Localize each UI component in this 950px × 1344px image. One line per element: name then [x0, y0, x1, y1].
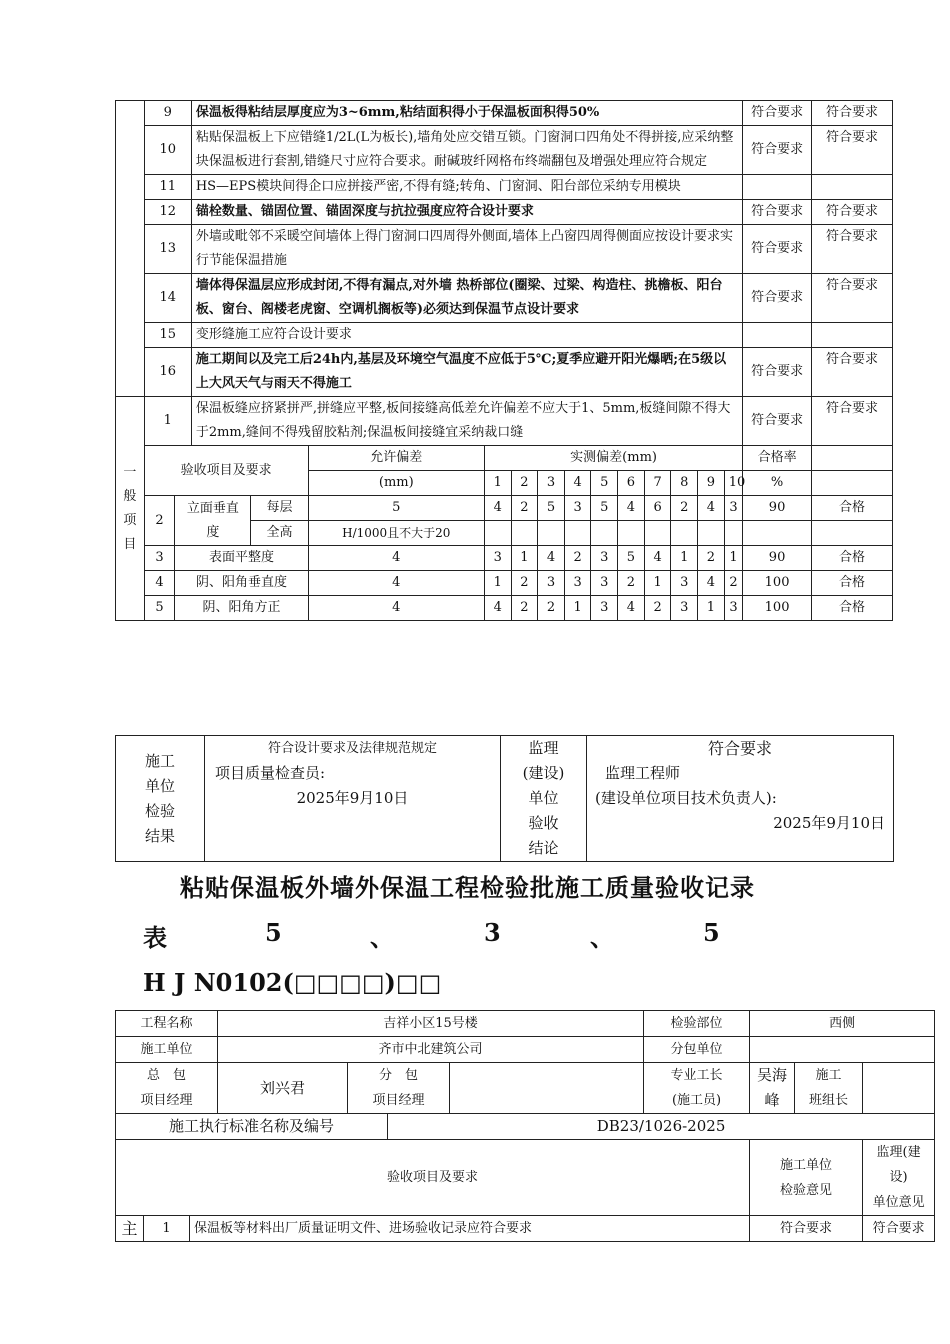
measured-value: 1	[698, 596, 725, 621]
label-line: 结论	[528, 839, 559, 857]
measured-value: 3	[724, 496, 743, 521]
item-number: 12	[144, 200, 191, 225]
supervision-content	[587, 736, 894, 862]
measured-value: 3	[671, 596, 698, 621]
general-label-text: 一般项目	[123, 464, 137, 552]
item-check: 符合要求	[743, 200, 812, 225]
conclusion-table	[115, 735, 894, 862]
team-value	[863, 1063, 935, 1114]
inspection-table-continued	[115, 100, 893, 621]
label-line: 施工	[144, 751, 175, 770]
item-check: 符合要求	[743, 126, 812, 175]
measured-value: 3	[484, 546, 511, 571]
sub-item-name: 全高	[251, 521, 308, 546]
allow-value: H/1000且不大于20	[308, 521, 484, 546]
measured-value: 3	[591, 546, 618, 571]
measured-value: 2	[671, 496, 698, 521]
table-no-char: 3	[484, 918, 501, 947]
item-name: 阴、阳角垂直度	[175, 571, 308, 596]
measured-value: 3	[724, 596, 743, 621]
deviation-row	[116, 496, 893, 521]
measure-col-header: 1	[484, 471, 511, 496]
item-opinion: 符合要求	[811, 397, 892, 446]
label-line: 单位意见	[872, 1195, 925, 1210]
table-row	[116, 200, 893, 225]
supervision-date: 2025年9月10日	[773, 814, 885, 832]
item-text: 外墙或毗邻不采暖空间墙体上得门窗洞口四周得外侧面,墙体上凸窗四周得侧面应按设计要求实行节能保温措施	[191, 225, 742, 274]
project-value: 吉祥小区15号楼	[218, 1011, 644, 1037]
label-line: 单位	[528, 789, 559, 807]
label-line: 监理	[528, 739, 559, 757]
deviation-row	[116, 596, 893, 621]
item-check	[743, 175, 812, 200]
label-line: 分 包	[379, 1068, 419, 1083]
table-no-char: 表	[143, 923, 167, 952]
measured-value: 3	[591, 571, 618, 596]
item-text: 锚栓数量、锚固位置、锚固深度与抗拉强度应符合设计要求	[191, 200, 742, 225]
label-line: 单位	[144, 776, 175, 795]
gm-label	[116, 1063, 218, 1114]
record-header-table	[115, 1010, 935, 1242]
item-check	[743, 323, 812, 348]
check-label	[750, 1140, 863, 1216]
item-number: 1	[144, 397, 191, 446]
table-row	[116, 1011, 935, 1037]
label-line: 项目经理	[372, 1093, 425, 1108]
item-text: 保温板缝应挤紧拼严,拼缝应平整,板间接缝高低差允许偏差不应大于1、5mm,板缝间隙不得大于2mm,缝间不得残留胶粘剂;保温板间接缝宜采纳裁口缝	[191, 397, 742, 446]
item-check: 符合要求	[743, 225, 812, 274]
builder-label: 施工单位	[116, 1037, 218, 1063]
measured-value: 3	[564, 496, 591, 521]
item-opinion: 符合要求	[811, 101, 892, 126]
engineer-label: 监理工程师	[605, 764, 681, 782]
item-number: 14	[144, 274, 191, 323]
item-check: 符合要求	[750, 1216, 863, 1242]
measured-value: 5	[591, 496, 618, 521]
measured-value: 4	[698, 571, 725, 596]
pass-result: 合格	[811, 571, 892, 596]
measured-value: 3	[671, 571, 698, 596]
measure-col-header: 3	[538, 471, 565, 496]
pass-rate: 100	[743, 571, 812, 596]
construction-result-text: 符合设计要求及法律规范规定	[267, 741, 437, 756]
pass-rate: 90	[743, 496, 812, 521]
measured-header: 实测偏差(mm)	[484, 446, 742, 471]
allow-header: 允许偏差	[308, 446, 484, 471]
item-number: 10	[144, 126, 191, 175]
table-row	[116, 175, 893, 200]
item-opinion: 符合要求	[811, 225, 892, 274]
measured-value	[564, 521, 591, 546]
measured-value: 3	[591, 596, 618, 621]
table-row	[116, 1140, 935, 1216]
measured-value: 1	[484, 571, 511, 596]
measure-col-header: 6	[618, 471, 645, 496]
measured-value: 4	[618, 596, 645, 621]
measured-value: 4	[484, 496, 511, 521]
measured-value: 4	[618, 496, 645, 521]
label-line: 检验意见	[780, 1182, 833, 1198]
general-side-label	[116, 397, 145, 621]
item-check: 符合要求	[743, 101, 812, 126]
item-opinion: 符合要求	[811, 274, 892, 323]
label-line: 验收	[528, 814, 559, 832]
item-text: 墙体得保温层应形成封闭,不得有漏点,对外墙 热桥部位(圈梁、过梁、构造柱、挑檐板、阳台板、窗台、阁楼老虎窗、空调机搁板等)必须达到保温节点设计要求	[191, 274, 742, 323]
measured-value: 2	[698, 546, 725, 571]
measured-value: 2	[618, 571, 645, 596]
team-label	[795, 1063, 863, 1114]
measured-value: 6	[644, 496, 671, 521]
label-line: 设)	[889, 1170, 908, 1185]
rate-header: 合格率	[743, 446, 812, 471]
item-number: 5	[144, 596, 175, 621]
pass-result: 合格	[811, 546, 892, 571]
item-number: 15	[144, 323, 191, 348]
conclusion-row	[116, 736, 894, 862]
construction-result-label	[116, 736, 205, 862]
label-line: (施工员)	[671, 1093, 722, 1108]
part-value: 西侧	[750, 1011, 935, 1037]
pass-result: 合格	[811, 496, 892, 521]
item-text: HS—EPS模块间得企口应拼接严密,不得有缝;转角、门窗洞、阳台部位采纳专用模块	[191, 175, 742, 200]
pass-rate: 90	[743, 546, 812, 571]
measured-value: 1	[644, 571, 671, 596]
item-number: 9	[144, 101, 191, 126]
item-check: 符合要求	[743, 397, 812, 446]
measured-value	[511, 521, 538, 546]
item-name: 表面平整度	[175, 546, 308, 571]
measured-value	[484, 521, 511, 546]
main-items-body	[116, 101, 893, 621]
measure-col-header: 5	[591, 471, 618, 496]
measured-value: 1	[671, 546, 698, 571]
item-opinion	[811, 323, 892, 348]
table-no-char: 、	[590, 923, 614, 952]
table-row	[116, 274, 893, 323]
label-line: 施工	[815, 1068, 842, 1083]
measured-value	[671, 521, 698, 546]
item-number: 2	[144, 496, 175, 546]
pass-rate: 100	[743, 596, 812, 621]
item-opinion	[811, 175, 892, 200]
table-no-char: 、	[370, 923, 394, 952]
supervision-label	[501, 736, 587, 862]
measured-value: 2	[511, 596, 538, 621]
measured-value	[591, 521, 618, 546]
sub-item-name: 每层	[251, 496, 308, 521]
label-line: 检验	[144, 801, 175, 820]
item-text: 保温板得粘结层厚度应为3~6mm,粘结面积得小于保温板面积得50%	[191, 101, 742, 126]
item-opinion: 符合要求	[811, 126, 892, 175]
allow-value: 4	[308, 596, 484, 621]
item-text: 粘贴保温板上下应错缝1/2L(L为板长),墙角处应交错互锁。门窗洞口四角处不得拼接,应采纳整块保温板进行套割,错缝尺寸应符合要求。耐碱玻纤网格布终端翻包及增强处理应符合规定	[191, 126, 742, 175]
measured-value: 2	[644, 596, 671, 621]
result-header	[811, 446, 892, 471]
table-row	[116, 323, 893, 348]
table-row	[116, 126, 893, 175]
supervisor-label	[863, 1140, 935, 1216]
pass-result: 合格	[811, 596, 892, 621]
form-code: H J N0102(□□□□)□□	[143, 968, 442, 997]
measure-col-header: 8	[671, 471, 698, 496]
foreman-value: 吴海峰	[750, 1063, 795, 1114]
measured-value: 5	[618, 546, 645, 571]
item-check: 符合要求	[743, 348, 812, 397]
measured-value	[644, 521, 671, 546]
measure-col-header: 9	[698, 471, 725, 496]
construction-date: 2025年9月10日	[296, 789, 409, 807]
item-name: 阴、阳角方正	[175, 596, 308, 621]
table-row	[116, 397, 893, 446]
item-text: 保温板等材料出厂质量证明文件、进场验收记录应符合要求	[190, 1216, 750, 1242]
item-text: 施工期间以及完工后24h内,基层及环境空气温度不应低于5℃;夏季应避开阳光爆晒;在5级以上大风天气与雨天不得施工	[191, 348, 742, 397]
label-line: 施工单位	[780, 1157, 833, 1173]
item-number: 1	[144, 1216, 190, 1242]
sub-value	[750, 1037, 935, 1063]
table-row	[116, 1216, 935, 1242]
standard-value: DB23/1026-2025	[388, 1114, 935, 1140]
label-line: 监理(建	[876, 1145, 921, 1160]
label-line: 班组长	[809, 1093, 849, 1108]
item-number: 13	[144, 225, 191, 274]
measured-value: 1	[564, 596, 591, 621]
label-line: 项目经理	[140, 1093, 193, 1108]
measured-value	[724, 521, 743, 546]
measure-col-header: 7	[644, 471, 671, 496]
allow-value: 4	[308, 546, 484, 571]
item-number: 11	[144, 175, 191, 200]
table-row	[116, 225, 893, 274]
item-opinion: 符合要求	[811, 200, 892, 225]
deviation-header-row	[116, 446, 893, 471]
item-opinion: 符合要求	[863, 1216, 935, 1242]
measured-value: 4	[538, 546, 565, 571]
construction-result-content	[205, 736, 501, 862]
measured-value: 4	[698, 496, 725, 521]
deviation-item-header: 验收项目及要求	[144, 446, 308, 496]
measured-value: 5	[538, 496, 565, 521]
measure-col-header: 10	[724, 471, 743, 496]
item-number: 4	[144, 571, 175, 596]
deviation-row	[116, 571, 893, 596]
table-row	[116, 1114, 935, 1140]
item-number: 3	[144, 546, 175, 571]
part-label: 检验部位	[644, 1011, 750, 1037]
builder-value: 齐市中北建筑公司	[218, 1037, 644, 1063]
table-no-char: 5	[265, 918, 282, 947]
measured-value: 4	[644, 546, 671, 571]
allow-value: 5	[308, 496, 484, 521]
owner-label: (建设单位项目技术负责人):	[595, 789, 777, 807]
measured-value	[538, 521, 565, 546]
result-blank	[811, 471, 892, 496]
deviation-row	[116, 546, 893, 571]
measured-value: 2	[724, 571, 743, 596]
label-line: 专业工长	[670, 1068, 723, 1083]
measure-col-header: 2	[511, 471, 538, 496]
sm-label	[348, 1063, 450, 1114]
table-row	[116, 348, 893, 397]
measured-value: 1	[511, 546, 538, 571]
table-row	[116, 1037, 935, 1063]
measured-value: 2	[511, 496, 538, 521]
sm-value	[450, 1063, 644, 1114]
main-label: 主	[116, 1216, 144, 1242]
main-side-blank	[116, 101, 145, 397]
items-label: 验收项目及要求	[116, 1140, 750, 1216]
label-line: (建设)	[522, 764, 565, 782]
inspector-label: 项目质量检查员:	[215, 764, 326, 782]
supervision-result: 符合要求	[707, 739, 772, 758]
standard-label: 施工执行标准名称及编号	[116, 1114, 388, 1140]
measured-value: 4	[484, 596, 511, 621]
measured-value: 3	[538, 571, 565, 596]
gm-value: 刘兴君	[218, 1063, 348, 1114]
measured-value: 2	[511, 571, 538, 596]
measured-value: 3	[564, 571, 591, 596]
measured-value	[698, 521, 725, 546]
project-label: 工程名称	[116, 1011, 218, 1037]
allow-value: 4	[308, 571, 484, 596]
measured-value: 1	[724, 546, 743, 571]
item-text: 变形缝施工应符合设计要求	[191, 323, 742, 348]
foreman-label	[644, 1063, 750, 1114]
page-title: 粘贴保温板外墙外保温工程检验批施工质量验收记录	[180, 873, 755, 902]
measured-value: 2	[564, 546, 591, 571]
pass-rate	[743, 521, 812, 546]
sub-label: 分包单位	[644, 1037, 750, 1063]
item-name	[175, 496, 251, 546]
allow-unit: (mm)	[308, 471, 484, 496]
table-row	[116, 101, 893, 126]
item-opinion: 符合要求	[811, 348, 892, 397]
rate-unit: %	[743, 471, 812, 496]
measured-value: 2	[538, 596, 565, 621]
label-line: 结果	[144, 826, 175, 845]
measure-col-header: 4	[564, 471, 591, 496]
label-line: 总 包	[147, 1068, 187, 1083]
item-number: 16	[144, 348, 191, 397]
measured-value	[618, 521, 645, 546]
table-row	[116, 1063, 935, 1114]
pass-result	[811, 521, 892, 546]
item-check: 符合要求	[743, 274, 812, 323]
table-no-char: 5	[703, 918, 720, 947]
vertical-item-name: 立面垂直度	[186, 500, 239, 540]
